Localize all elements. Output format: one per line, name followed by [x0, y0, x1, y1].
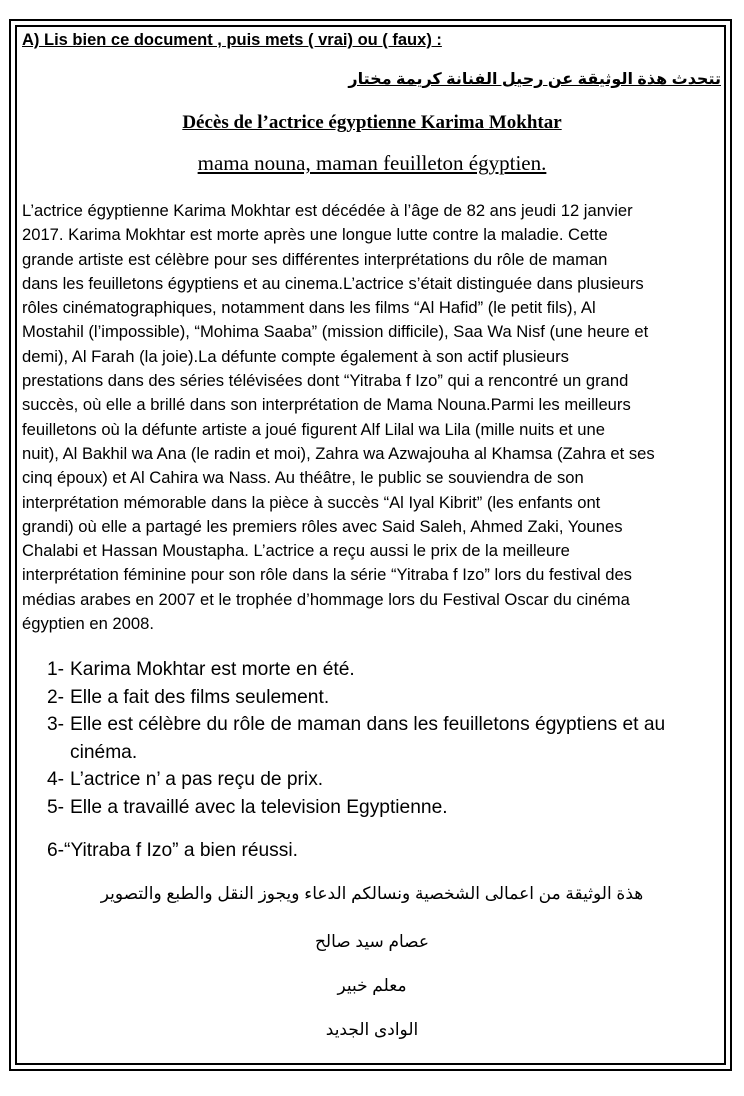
author-location: الوادى الجديد — [325, 1020, 419, 1039]
article-body: L’actrice égyptienne Karima Mokhtar est décédée à l’âge de 82 ans jeudi 12 janvier 2017. Karima Mokhtar est morte après une longue lutte contre la maladie. Cette grande artiste est célèbre pour ses différentes interprétations du rôle de maman dans les feuilletons égyptiens et au cinema.L’actrice s’était distinguée dans plusieurs rôles cinématographiques, notamment dans les films “Al Hafid” (le petit fils), Al Mostahil (l’impossible), “Mohima Saaba” (mission difficile), Saa Wa Nisf (une heure et demi), Al Farah (la joie).La défunte compte également à son actif plusieurs prestations dans des séries télévisées dont “Yitraba f Izo” qui a rencontré un grand succès, où elle a brillé dans son interprétation de Mama Nouna.Parmi les meilleurs feuilletons où la défunte artiste a joué figurent Alf Lilal wa Lila (mille nuits et une nuit), Al Bakhil wa Ana (le radin et moi), Zahra wa Azwajouha al Khamsa (Zahra et ses cinq époux) et Al Cahira wa Nass. Au théâtre, le public se souviendra de son interprétation mémorable dans la pièce à succès “Al Iyal Kibrit” (les enfants ont grandi) où elle a partagé les premiers rôles avec Said Saleh, Ahmed Zaki, Younes Chalabi et Hassan Moustapha. L’actrice a reçu aussi le prix de la meilleure interprétation féminine pour son rôle dans la série “Yitraba f Izo” lors du festival des médias arabes en 2007 et le trophée d’hommage lors du Festival Oscar du cinéma égyptien en 2008. — [22, 201, 655, 634]
question-text: L’actrice n’ a pas reçu de prix. — [70, 769, 324, 790]
question-item — [47, 711, 727, 766]
author-name: عصام سيد صالح — [314, 932, 430, 951]
question-text: Elle a fait des films seulement. — [70, 686, 330, 708]
question-item-6: 6-“Yitraba f Izo” a bien réussi. — [47, 840, 298, 861]
question-number: 3- — [47, 714, 65, 735]
question-item — [47, 794, 727, 822]
question-text: Elle a travaillé avec la television Egyptienne. — [70, 796, 448, 818]
document-title: Décès de l’actrice égyptienne Karima Mokhtar — [182, 112, 562, 133]
author-role: معلم خبير — [337, 976, 407, 995]
question-text: Elle est célèbre du rôle de maman dans les feuilletons égyptiens et au cinéma. — [70, 714, 666, 763]
question-text: Karima Mokhtar est morte en été. — [70, 659, 355, 680]
question-item — [47, 684, 727, 712]
footer-note: هذة الوثيقة من اعمالى الشخصية ونسالكم الدعاء ويجوز النقل والطبع والتصوير — [100, 884, 644, 903]
question-number: 5- — [47, 796, 65, 818]
arabic-heading: تتحدث هذة الوثيقة عن رحيل الفنانة كريمة مختار — [348, 71, 721, 88]
question-number: 4- — [47, 769, 65, 790]
question-list — [47, 656, 727, 821]
exercise-instruction: A) Lis bien ce document , puis mets ( vrai) ou ( faux) : — [22, 31, 442, 49]
question-number: 2- — [47, 686, 65, 708]
question-item — [47, 656, 727, 684]
document-subtitle: mama nouna, maman feuilleton égyptien. — [197, 151, 547, 175]
question-item — [47, 766, 727, 794]
question-number: 1- — [47, 659, 65, 680]
